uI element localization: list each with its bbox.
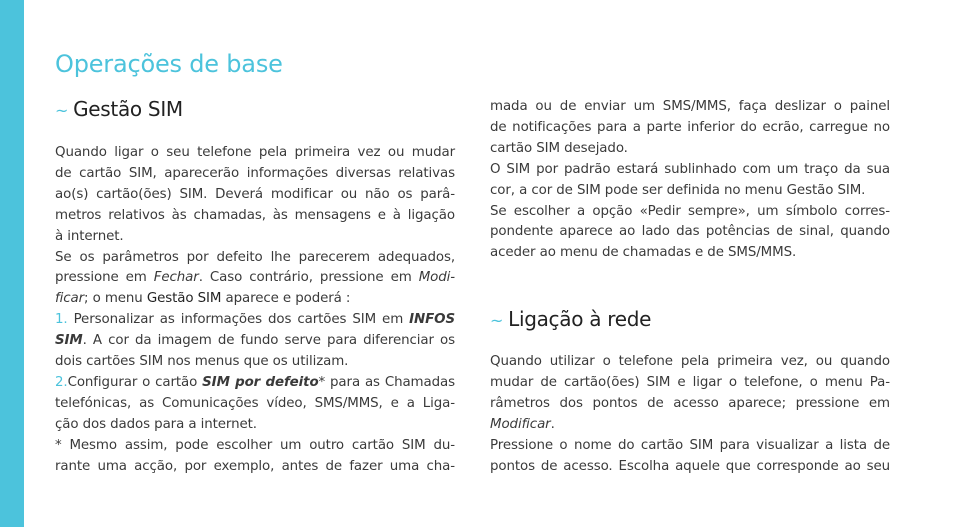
section-title-text: Ligação à rede <box>508 307 652 331</box>
rede-paragraph <box>490 352 890 477</box>
paragraph-line: Quando ligar o seu telefone pela primeira vez ou mudar <box>55 145 455 160</box>
section-title-ligacao-rede <box>490 307 651 331</box>
modificar-label: Modi- <box>418 270 455 286</box>
paragraph-line <box>55 331 455 352</box>
paragraph-line: telefónicas, as Comunicações vídeo, SMS/MMS, e a Liga- <box>55 395 455 411</box>
paragraph-line: cartão SIM desejado. <box>490 140 628 156</box>
fechar-label: Fechar <box>153 270 199 286</box>
list-item-2 <box>55 373 455 394</box>
paragraph-line: metros relativos às chamadas, às mensagens e à ligação <box>55 207 455 223</box>
paragraph-line <box>55 268 455 289</box>
paragraph-line: ao(s) cartão(ões) SIM. Deverá modificar ou não os parâ- <box>55 186 455 202</box>
text-run: . <box>550 416 555 432</box>
text-run: Configurar o cartão <box>67 374 203 390</box>
paragraph-line: Quando utilizar o telefone pela primeira vez, ou quando <box>490 354 890 369</box>
paragraph-line: Se escolher a opção «Pedir sempre», um símbolo corres- <box>490 203 890 219</box>
modificar-label: ficar <box>55 291 85 307</box>
paragraph-line: mada ou de enviar um SMS/MMS, faça deslizar o painel <box>490 99 890 114</box>
paragraph-line: O SIM por padrão estará sublinhado com um traço da sua <box>490 161 890 177</box>
text-run: pressione em <box>55 270 154 286</box>
section-marker: ~ <box>490 311 504 330</box>
list-item-1 <box>55 310 455 331</box>
right-column-text <box>490 97 890 264</box>
text-run: * para as Chamadas <box>318 374 455 390</box>
infos-sim-label: SIM <box>55 333 83 349</box>
paragraph-line: de cartão SIM, aparecerão informações diversas relativas <box>55 165 455 181</box>
footnote-line: rante uma acção, por exemplo, antes de fazer uma cha- <box>55 458 455 474</box>
paragraph-line: Se os parâmetros por defeito lhe parecerem adequados, <box>55 249 455 265</box>
side-accent-bar <box>0 0 24 527</box>
text-run: aparece e poderá : <box>221 291 351 307</box>
paragraph-line: râmetros dos pontos de acesso aparece; pressione em <box>490 395 890 411</box>
section-title-text: Gestão SIM <box>73 97 183 121</box>
paragraph-line: ção dos dados para a internet. <box>55 416 257 432</box>
paragraph-line: de notificações para a parte inferior do ecrão, carregue no <box>490 119 890 135</box>
paragraph-line: pondente aparece ao lado das potências de sinal, quando <box>490 224 890 240</box>
menu-name-gestao-sim: Gestão SIM <box>146 291 222 307</box>
paragraph-line <box>490 415 890 436</box>
modificar-label: Modificar <box>490 416 551 432</box>
text-run: . A cor da imagem de fundo serve para diferenciar os <box>82 333 455 349</box>
paragraph-line <box>55 289 455 310</box>
list-number: 2. <box>55 374 68 390</box>
paragraph-line: mudar de cartão(ões) SIM e ligar o telefone, o menu Pa- <box>490 374 890 390</box>
footnote-line: * Mesmo assim, pode escolher um outro cartão SIM du- <box>55 437 455 453</box>
paragraph-line: Pressione o nome do cartão SIM para visualizar a lista de <box>490 437 890 453</box>
paragraph-line: dois cartões SIM nos menus que os utilizam. <box>55 354 349 370</box>
text-run: Personalizar as informações dos cartões SIM em <box>67 312 410 328</box>
list-number: 1. <box>55 312 68 328</box>
text-run: . Caso contrário, pressione em <box>198 270 419 286</box>
sim-por-defeito-label: SIM por defeito <box>202 374 319 390</box>
paragraph-line: à internet. <box>55 228 124 244</box>
infos-sim-label: INFOS <box>409 312 455 328</box>
page-title: Operações de base <box>55 50 283 78</box>
paragraph-line: pontos de acesso. Escolha aquele que corresponde ao seu <box>490 458 890 474</box>
section-marker: ~ <box>55 101 69 120</box>
left-column-text <box>55 143 455 478</box>
paragraph-line: cor, a cor de SIM pode ser definida no menu Gestão SIM. <box>490 182 866 198</box>
section-title-gestao-sim <box>55 97 183 121</box>
paragraph-line: aceder ao menu de chamadas e de SMS/MMS. <box>490 245 797 261</box>
text-run: ; o menu <box>84 291 147 307</box>
